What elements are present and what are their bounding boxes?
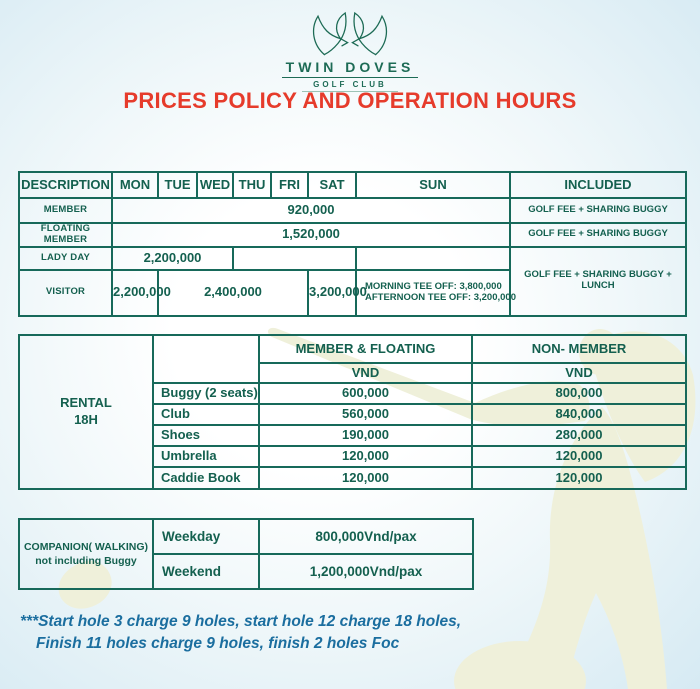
item-name: Club [153,404,259,425]
visitor-included: GOLF FEE + SHARING BUGGY + LUNCH [510,247,686,316]
col-description: DESCRIPTION [19,172,112,198]
col-fri: FRI [271,172,308,198]
visitor-price-tue-fri: 2,400,000 [158,270,308,316]
lady-day-sun-empty [356,247,510,270]
rental-label-line2: 18H [74,412,98,427]
item-member-price: 120,000 [259,446,472,467]
visitor-price-sat: 3,200,000 [308,270,356,316]
item-member-price: 190,000 [259,425,472,446]
visitor-sun-morning: MORNING TEE OFF: 3,800,000 [365,280,502,292]
item-name: Buggy (2 seats) [153,383,259,404]
rental-table [18,334,687,490]
companion-row-weekday [19,519,473,554]
col-sat: SAT [308,172,356,198]
item-member-price: 600,000 [259,383,472,404]
price-weekend: 1,200,000Vnd/pax [259,554,473,589]
visitor-price-mon: 2,200,000 [112,270,158,316]
lady-day-label: LADY DAY [19,247,112,270]
club-name: TWIN DOVES [282,59,419,78]
currency-non-member: VND [472,363,686,383]
col-thu: THU [233,172,271,198]
col-mon: MON [112,172,158,198]
price-weekday: 800,000Vnd/pax [259,519,473,554]
hole-charge-footnote [20,611,540,655]
rental-item-header-empty [153,335,259,383]
rental-header-row [19,335,686,363]
footnote-line2: Finish 11 holes charge 9 holes, finish 2 holes Foc [36,635,400,652]
currency-member: VND [259,363,472,383]
item-name: Umbrella [153,446,259,467]
member-floating-header: MEMBER & FLOATING [259,335,472,363]
floating-member-row [19,223,686,247]
item-name: Caddie Book [153,467,259,489]
floating-member-price: 1,520,000 [112,223,510,247]
col-wed: WED [197,172,233,198]
rental-label-line1: RENTAL [60,395,112,411]
member-included: GOLF FEE + SHARING BUGGY [510,198,686,223]
companion-label-line1: COMPANION( WALKING) [23,540,149,553]
item-non-member-price: 840,000 [472,404,686,425]
item-member-price: 560,000 [259,404,472,425]
item-name: Shoes [153,425,259,446]
club-subtitle: GOLF CLUB [302,80,398,92]
visitor-sun-detail [356,270,516,316]
page-title: PRICES POLICY AND OPERATION HOURS [123,88,577,113]
companion-group-label [19,519,153,589]
item-non-member-price: 120,000 [472,446,686,467]
item-non-member-price: 120,000 [472,467,686,489]
member-price: 920,000 [112,198,510,223]
visitor-label: VISITOR [19,270,112,316]
club-logo [0,8,700,92]
companion-table [18,518,474,590]
lady-day-row [19,247,686,270]
non-member-header: NON- MEMBER [472,335,686,363]
footnote-line1: ***Start hole 3 charge 9 holes, start hole 12 charge 18 holes, [20,613,462,630]
rental-group-label [19,335,153,489]
col-sun: SUN [356,172,510,198]
price-header-row [19,172,686,198]
visitor-sun-afternoon: AFTERNOON TEE OFF: 3,200,000 [365,291,516,303]
floating-member-included: GOLF FEE + SHARING BUGGY [510,223,686,247]
item-non-member-price: 800,000 [472,383,686,404]
period-weekday: Weekday [153,519,259,554]
item-non-member-price: 280,000 [472,425,686,446]
companion-label-line2: not including Buggy [35,555,137,567]
floating-member-label: FLOATING MEMBER [19,223,112,247]
price-policy-table [18,171,687,317]
twin-doves-icon [302,8,398,58]
col-tue: TUE [158,172,197,198]
item-member-price: 120,000 [259,467,472,489]
member-row [19,198,686,223]
col-included: INCLUDED [510,172,686,198]
member-label: MEMBER [19,198,112,223]
period-weekend: Weekend [153,554,259,589]
lady-day-price-mon-wed: 2,200,000 [112,247,233,270]
lady-day-thu-sat-empty [233,247,356,270]
